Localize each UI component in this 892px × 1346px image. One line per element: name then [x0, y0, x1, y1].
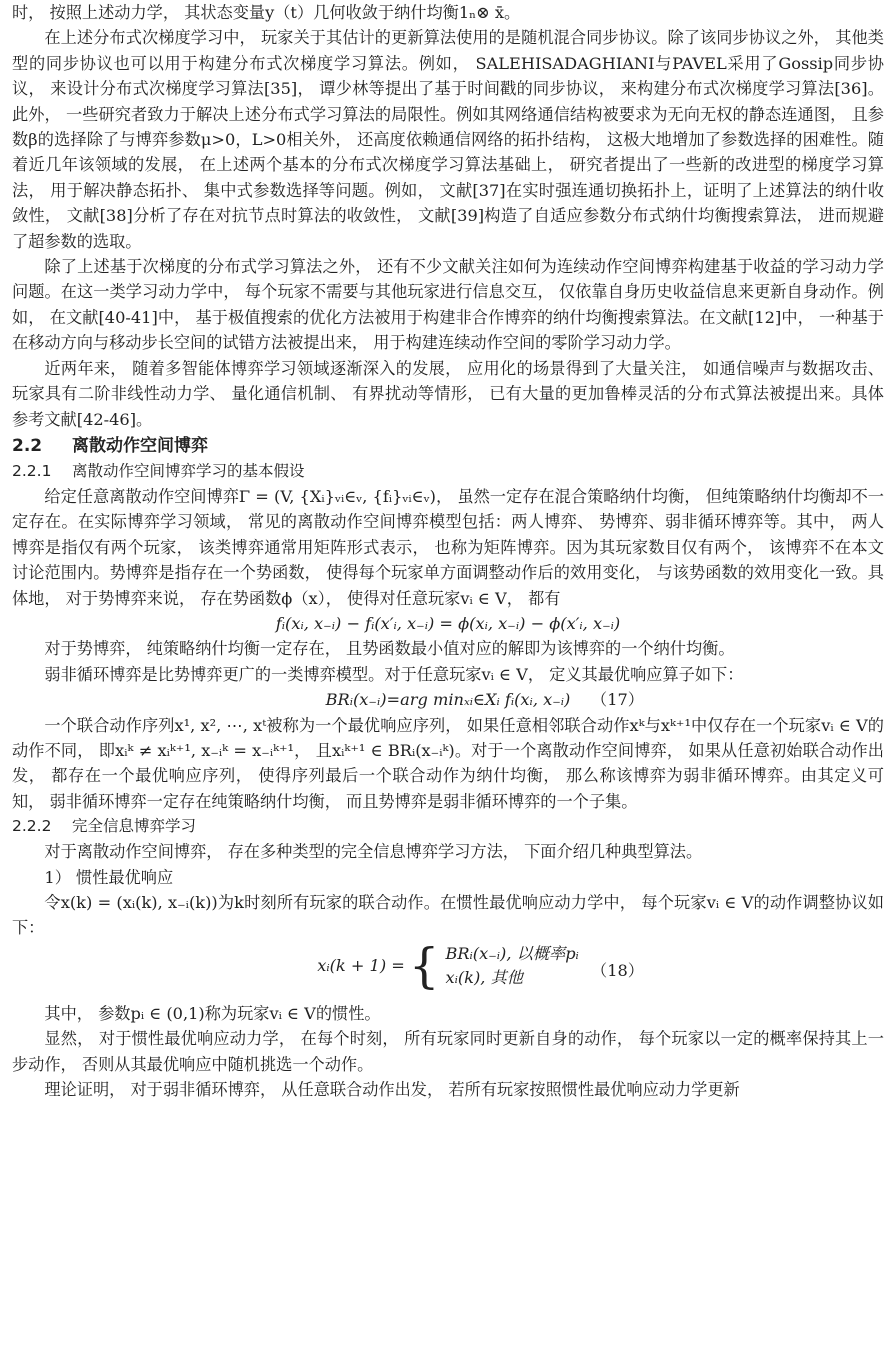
- paragraph-sync-protocol: 在上述分布式次梯度学习中， 玩家关于其估计的更新算法使用的是随机混合同步协议。除了该同步协议之外， 其他类型的同步协议也可以用于构建分布式次梯度学习算法。例如， SALEHISADAGHIANI与PAVEL采用了Gossip同步协议， 来设计分布式次梯度学习算法[35]， 谭少林等提出了基于时间戳的同步协议， 来构建分布式次梯度学习算法[36]。此外， 一些研究者致力于解决上述分布式学习算法的局限性。例如其网络通信结构被要求为无向无权的静态连通图， 且参数β的选择除了与博弈参数μ>0，L>0相关外， 还高度依赖通信网络的拓扑结构， 这极大地增加了参数选择的困难性。随着近几年该领域的发展， 在上述两个基本的分布式次梯度学习算法基础上， 研究者提出了一些新的改进型的梯度学习算法， 用于解决静态拓扑、 集中式参数选择等问题。例如， 文献[37]在实时强连通切换拓扑上，证明了上述算法的纳什收敛性， 文献[38]分析了存在对抗节点时算法的收敛性， 文献[39]构造了自适应参数分布式纳什均衡搜索算法， 进而规避了超参数的选取。: [12, 28, 884, 251]
- equation-18-lhs: xᵢ(k + 1) =: [317, 955, 405, 975]
- subsection-number: 2.2.1: [12, 461, 52, 480]
- section-number: 2.2: [12, 435, 43, 456]
- subsection-title: 完全信息博弈学习: [72, 817, 197, 836]
- section-heading-2-2: [12, 433, 884, 459]
- paragraph-inertia-explanation: 显然， 对于惯性最优响应动力学， 在每个时刻， 所有玩家同时更新自身的动作， 每个玩家以一定的概率保持其上一步动作， 否则从其最优响应中随机挑选一个动作。: [12, 1029, 884, 1074]
- subsection-number: 2.2.2: [12, 817, 52, 836]
- left-brace-icon: {: [408, 937, 440, 994]
- equation-potential: [12, 611, 884, 636]
- section-title: 离散动作空间博弈: [72, 435, 208, 456]
- paragraph-potential-nash: 对于势博弈， 纯策略纳什均衡一定存在， 且势函数最小值对应的解即为该博弈的一个纳什均衡。: [44, 639, 735, 659]
- equation-18-case-1: BRᵢ(x₋ᵢ), 以概率pᵢ: [445, 943, 579, 963]
- equation-17: [12, 687, 884, 712]
- equation-potential-body: fᵢ(xᵢ, x₋ᵢ) − fᵢ(x′ᵢ, x₋ᵢ) = ϕ(xᵢ, x₋ᵢ) − ϕ(x′ᵢ, x₋ᵢ): [275, 613, 621, 633]
- subsection-title: 离散动作空间博弈学习的基本假设: [72, 461, 305, 480]
- equation-18-number: （18）: [591, 960, 644, 980]
- paragraph-inertia-param: 其中， 参数pᵢ ∈ (0,1)称为玩家vᵢ ∈ V的惯性。: [44, 1003, 381, 1023]
- subsection-heading-2-2-2: [12, 814, 884, 839]
- paragraph-recent-work: 近两年来， 随着多智能体博弈学习领域逐渐深入的发展， 应用化的场景得到了大量关注， 如通信噪声与数据攻击、 玩家具有二阶非线性动力学、 量化通信机制、 有界扰动等情形， 已有大量的更加鲁棒灵活的分布式算法被提出来。具体参考文献[42-46]。: [12, 358, 884, 429]
- equation-17-body: BRᵢ(x₋ᵢ)=arg minₓᵢ∈Xᵢ fᵢ(xᵢ, x₋ᵢ): [325, 690, 571, 710]
- list-item-inertia: 1） 惯性最优响应: [44, 867, 174, 887]
- subsection-heading-2-2-1: [12, 459, 884, 484]
- paragraph-game-definition: 给定任意离散动作空间博弈Γ = (V, {Xᵢ}ᵥᵢ∈ᵥ, {fᵢ}ᵥᵢ∈ᵥ)， 虽然一定存在混合策略纳什均衡， 但纯策略纳什均衡却不一定存在。在实际博弈学习领域， 常见的离散动作空间博弈模型包括：两人博弈、 势博弈、弱非循环博弈等。其中， 两人博弈是指仅有两个玩家， 该类博弈通常用矩阵形式表示， 也称为矩阵博弈。因为其玩家数目仅有两个， 该博弈不在本文讨论范围内。势博弈是指存在一个势函数， 使得每个玩家单方面调整动作后的效用变化， 与该势函数的效用变化一致。具体地， 对于势博弈来说， 存在势函数ϕ（x）， 使得对任意玩家vᵢ ∈ V， 都有: [12, 486, 884, 608]
- paragraph-theory-proof: 理论证明， 对于弱非循环博弈， 从任意联合动作出发， 若所有玩家按照惯性最优响应动力学更新: [44, 1080, 740, 1100]
- paragraph-weakly-acyclic: 弱非循环博弈是比势博弈更广的一类博弈模型。对于任意玩家vᵢ ∈ V， 定义其最优响应算子如下：: [44, 664, 744, 684]
- paragraph-joint-action: 令x(k) = (xᵢ(k), x₋ᵢ(k))为k时刻所有玩家的联合动作。在惯性最优响应动力学中， 每个玩家vᵢ ∈ V的动作调整协议如下：: [12, 893, 884, 938]
- equation-18-case-2: xᵢ(k), 其他: [445, 967, 523, 987]
- paragraph-continuation: 时， 按照上述动力学， 其状态变量y（t）几何收敛于纳什均衡1ₙ⊗ x̄。: [12, 3, 521, 22]
- paragraph-complete-info-intro: 对于离散动作空间博弈， 存在多种类型的完全信息博弈学习方法， 下面介绍几种典型算法。: [44, 842, 703, 862]
- equation-18-cases: [445, 942, 578, 990]
- paragraph-best-response-sequence: 一个联合动作序列x¹, x², ⋯, xᵗ被称为一个最优响应序列， 如果任意相邻联合动作xᵏ与xᵏ⁺¹中仅存在一个玩家vᵢ ∈ V的动作不同， 即xᵢᵏ ≠ xᵢᵏ⁺¹, x₋ᵢᵏ = x₋ᵢᵏ⁺¹， 且xᵢᵏ⁺¹ ∈ BRᵢ(x₋ᵢᵏ)。对于一个离散动作空间博弈， 如果从任意初始联合动作出发， 都存在一个最优响应序列， 使得序列最后一个联合动作为纳什均衡， 那么称该博弈为弱非循环博弈。由其定义可知， 弱非循环博弈一定存在纯策略纳什均衡， 而且势博弈是弱非循环博弈的一个子集。: [12, 715, 884, 811]
- equation-17-number: （17）: [591, 690, 644, 710]
- equation-18: [12, 937, 884, 1001]
- paragraph-payoff-learning: 除了上述基于次梯度的分布式学习算法之外， 还有不少文献关注如何为连续动作空间博弈构建基于收益的学习动力学问题。在这一类学习动力学中， 每个玩家不需要与其他玩家进行信息交互， 仅依靠自身历史收益信息来更新自身动作。例如， 在文献[40-41]中， 基于极值搜索的优化方法被用于构建非合作博弈的纳什均衡搜索算法。在文献[12]中， 一种基于在移动方向与移动步长空间的试错方法被提出来， 用于构建连续动作空间的零阶学习动力学。: [12, 257, 884, 353]
